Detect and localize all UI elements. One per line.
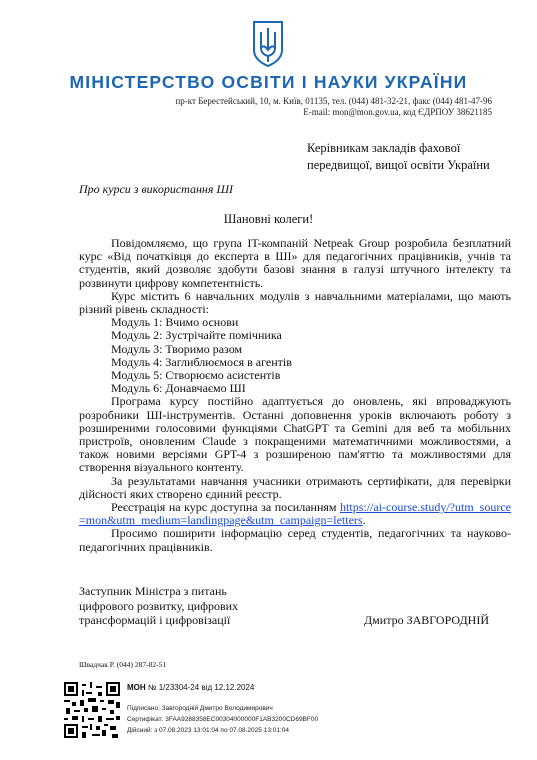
- executor-info: Швадчак Р. (044) 287-82-51: [79, 660, 167, 669]
- paragraph: Курс містить 6 навчальних модулів з навчальними матеріалами, що мають різний рівень складності:: [79, 288, 511, 317]
- signed-by: Підписано: Завгородній Дмитро Володимирович: [127, 705, 273, 712]
- registration-paragraph: Реєстрація на курс доступна за посиланням https://ai-course.study/?utm_source=mon&utm_medium=landingpage&utm_campaign=letters.: [79, 500, 511, 528]
- signatory-name: Дмитро ЗАВГОРОДНІЙ: [364, 613, 489, 627]
- module-item: Модуль 5: Створюємо асистентів: [111, 368, 281, 383]
- letter-body: [79, 237, 511, 554]
- qr-code-icon: [64, 682, 120, 738]
- greeting: Шановні колеги!: [223, 212, 314, 226]
- certificate-id: Сертифікат: 3FAA9288358EC00304000000F1AB3200CD69BF00: [127, 716, 319, 723]
- module-item: Модуль 6: Донавчаємо ШІ: [111, 381, 246, 396]
- paragraph: Повідомляємо, що група IT-компаній Netpeak Group розробила безплатний курс «Від початківця до експерта в ШІ» для педагогічних працівників, учнів та студентів, який дозволяє здобути базові знання в галузі штучного інтелекту та розвинути цифрову компетентність.: [79, 236, 511, 290]
- certificate-validity: Дійсний: з 07.08.2023 13:01:04 по 07.08.2025 13:01:04: [127, 727, 290, 734]
- module-item: Модуль 1: Вчимо основи: [111, 315, 239, 330]
- module-item: Модуль 2: Зустрічайте помічника: [111, 328, 282, 343]
- module-item: Модуль 3: Творимо разом: [111, 341, 243, 356]
- letter-subject: Про курси з використання ШІ: [79, 182, 233, 196]
- trident-icon: [251, 20, 285, 68]
- module-item: Модуль 4: Заглиблюємося в агентів: [111, 354, 292, 369]
- course-link[interactable]: https://ai-course.study/?utm_source=mon&utm_medium=landingpage&utm_campaign=letters: [79, 500, 511, 528]
- signatory-position: Заступник Міністра з питань цифрового розвитку, цифрових трансформацій і цифровізації: [79, 584, 239, 627]
- recipient-line: Керівникам закладів фахової: [307, 141, 461, 155]
- ministry-address: пр-кт Берестейський, 10, м. Київ, 01135, тел. (044) 481-32-21, факс (044) 481-47-96: [175, 96, 492, 106]
- paragraph: За результатами навчання учасники отримають сертифікати, для перевірки дійсності яких створено єдиний реєстр.: [79, 473, 511, 501]
- ministry-title: МІНІСТЕРСТВО ОСВІТИ І НАУКИ УКРАЇНИ: [69, 72, 468, 92]
- registration-text: Реєстрація на курс доступна за посиланням: [111, 500, 337, 515]
- registration-number: МОН № 1/23304-24 від 12.12.2024: [127, 683, 255, 692]
- paragraph: Програма курсу постійно адаптується до оновлень, які впроваджують розробники ШІ-інструментів. Останні доповнення уроків включають роботу з розширеними голосовими функціями ChatGPT та Gemini для веб та мобільних пристроїв, оновленим Claude з покращеними математичними можливостями, а також новими версіями GPT-4 з розширеною пам'яттю та можливостями для створення візуального контенту.: [79, 394, 511, 475]
- paragraph: Просимо поширити інформацію серед студентів, педагогічних та науково-педагогічних працівників.: [79, 526, 511, 554]
- ministry-contacts: E-mail: mon@mon.gov.ua, код ЄДРПОУ 38621185: [303, 107, 492, 117]
- recipient-block: [307, 140, 507, 174]
- recipient-line: передвищої, вищої освіти України: [307, 158, 490, 172]
